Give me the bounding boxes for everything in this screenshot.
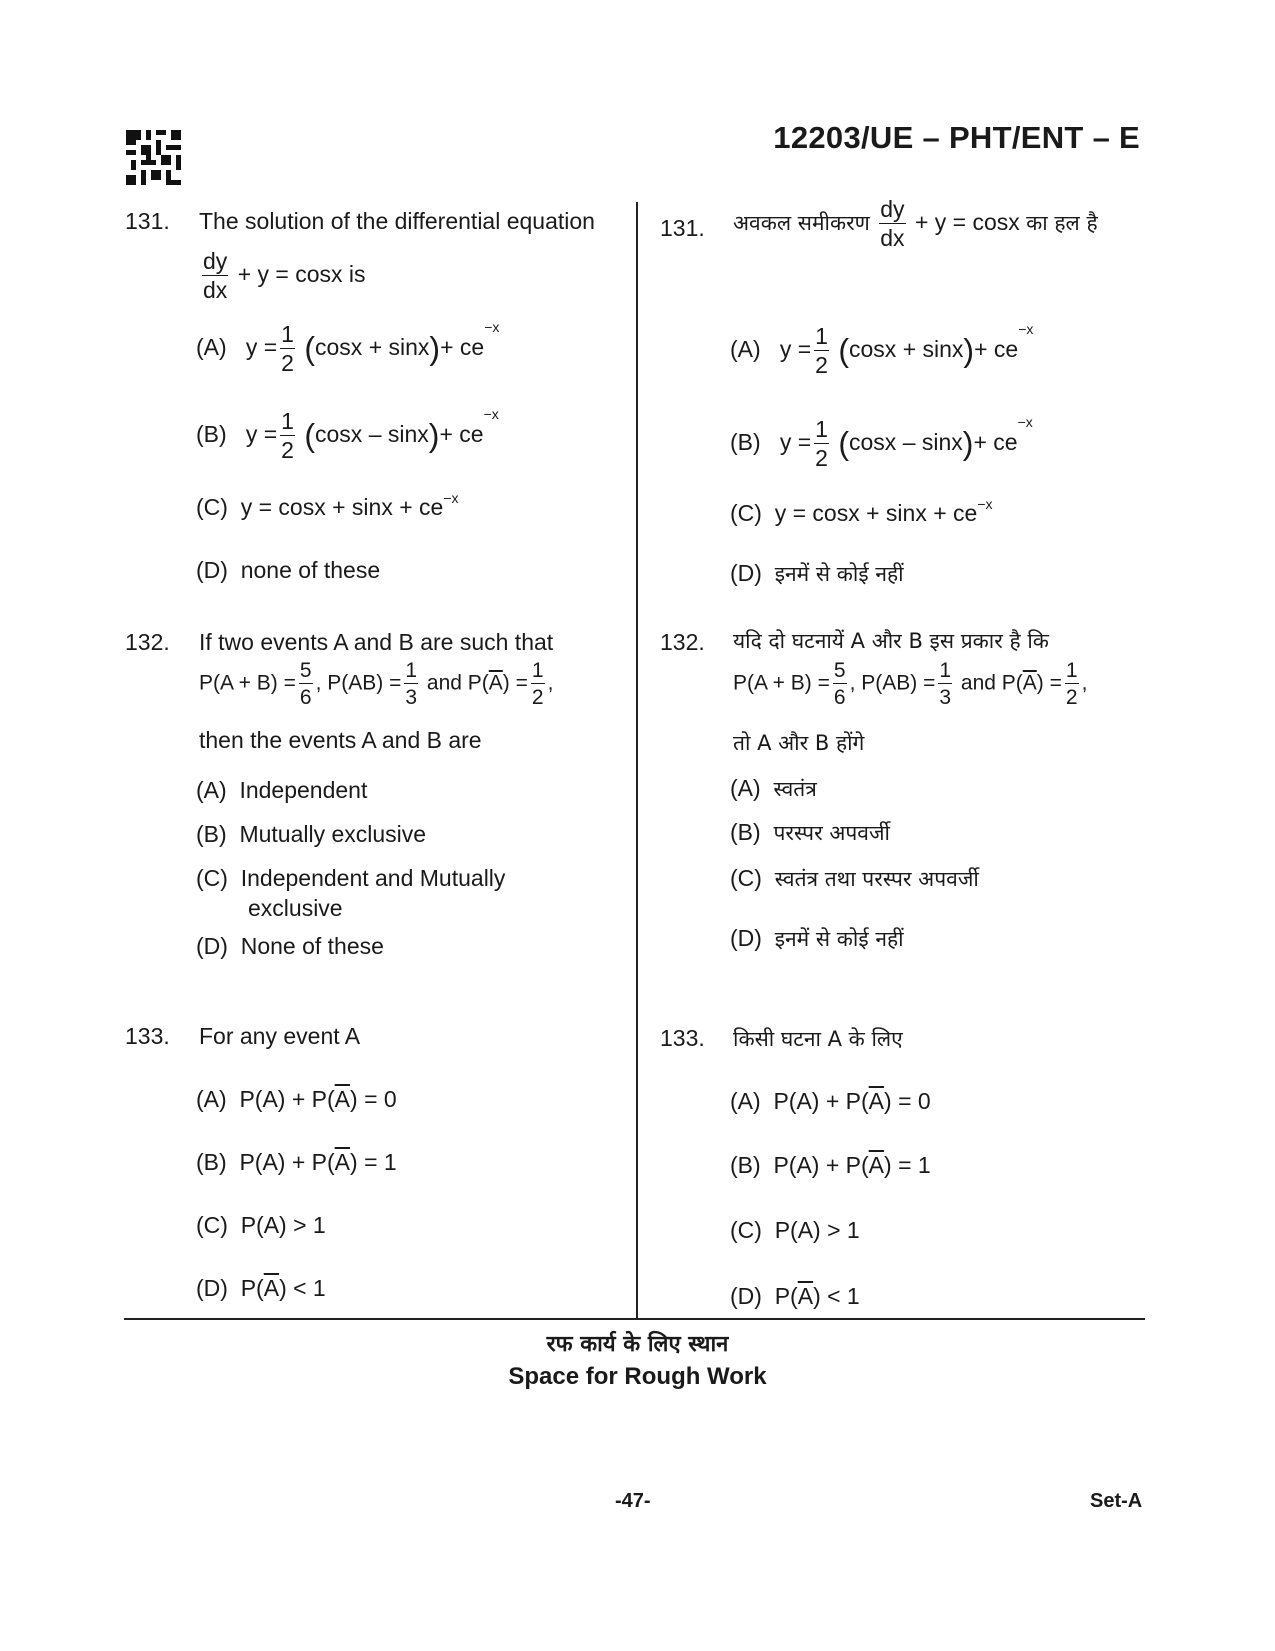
q132-option-b: (B) Mutually exclusive	[196, 821, 427, 847]
rough-work-label-hindi: रफ कार्य के लिए स्थान	[546, 1332, 729, 1357]
q132-option-c-hi: (C) स्वतंत्र तथा परस्पर अपवर्जी	[730, 865, 979, 891]
q132-option-d: (D) None of these	[196, 933, 384, 959]
qr-code	[126, 130, 181, 185]
set-label: Set-A	[1090, 1490, 1143, 1512]
q132-probabilities: P(A + B) = $\frac{5}{6}$ , P(AB) = $\frac{1}{3}$ and $P(\overline{A})$ = $\frac{1}{2}$ ,	[199, 659, 554, 709]
q131-option-b: (B) y = $\frac{1}{2}$ $(\cos x - \sin x)+ ce^{-x}$	[196, 406, 499, 463]
q131-stem-hi: अवकल समीकरण $\frac{dy}{dx}$ + y = cosx का हल है	[733, 196, 1098, 251]
q131-number-hi: 131.	[660, 215, 705, 241]
q132-option-c-cont: exclusive	[248, 895, 343, 921]
q133-option-d-hi: (D) $P(\overline{A}) < 1$	[730, 1283, 860, 1309]
q133-option-b-hi: (B) $P(A) + P(\overline{A}) = 1$	[730, 1152, 931, 1178]
q132-option-c: (C) Independent and Mutually	[196, 865, 506, 891]
q132-stem: If two events A and B are such that	[199, 629, 554, 655]
q133-option-d: (D) $P(\overline{A}) < 1$	[196, 1275, 326, 1301]
q133-number: 133.	[125, 1023, 170, 1049]
q131-option-b-hi: (B) y = $\frac{1}{2}$ $(\cos x - \sin x)+ ce^{-x}$	[730, 414, 1033, 471]
q132-then: then the events A and B are	[199, 727, 482, 753]
q131-stem: The solution of the differential equation	[199, 208, 595, 234]
q132-option-b-hi: (B) परस्पर अपवर्जी	[730, 819, 890, 845]
q131-equation: $\frac{dy}{dx}$ + y = cosx is	[203, 248, 366, 303]
rough-work-label: Space for Rough Work	[508, 1363, 767, 1390]
q131-option-c: (C) $y = \cos x + \sin x + ce^{-x}$	[196, 490, 459, 520]
q133-option-b: (B) $P(A) + P(\overline{A}) = 1$	[196, 1149, 397, 1175]
q133-option-c: (C) P(A) > 1	[196, 1212, 326, 1238]
bottom-rule	[124, 1318, 1145, 1320]
paper-code: 12203/UE – PHT/ENT – E	[773, 120, 1140, 155]
q133-stem: For any event A	[199, 1023, 361, 1049]
page-number: -47-	[615, 1490, 651, 1512]
q133-number-hi: 133.	[660, 1025, 705, 1051]
q132-number-hi: 132.	[660, 629, 705, 655]
q131-option-a: (A) y = $\frac{1}{2}$ $(\cos x + \sin x)+ ce^{-x}$	[196, 319, 500, 376]
q131-option-a-hi: (A) y = $\frac{1}{2}$ $(\cos x + \sin x)+ ce^{-x}$	[730, 321, 1034, 378]
q131-number: 131.	[125, 208, 170, 234]
q131-option-c-hi: (C) $y = \cos x + \sin x + ce^{-x}$	[730, 496, 993, 526]
q132-stem-hi: यदि दो घटनायें A और B इस प्रकार है कि	[733, 629, 1049, 653]
q131-option-d: (D) none of these	[196, 557, 381, 583]
q132-number: 132.	[125, 629, 170, 655]
q133-option-a: (A) $P(A) + P(\overline{A}) = 0$	[196, 1086, 397, 1112]
q131-option-d-hi: (D) इनमें से कोई नहीं	[730, 560, 904, 586]
q132-option-a: (A) Independent	[196, 777, 368, 803]
q132-then-hi: तो A और B होंगे	[733, 731, 865, 755]
q133-stem-hi: किसी घटना A के लिए	[733, 1027, 903, 1051]
column-divider	[636, 202, 638, 1319]
q132-probabilities-hi: P(A + B) = $\frac{5}{6}$ , P(AB) = $\frac{1}{3}$ and $P(\overline{A})$ = $\frac{1}{2}$ ,	[733, 659, 1088, 709]
q132-option-a-hi: (A) स्वतंत्र	[730, 775, 817, 801]
q133-option-a-hi: (A) $P(A) + P(\overline{A}) = 0$	[730, 1088, 931, 1114]
q132-option-d-hi: (D) इनमें से कोई नहीं	[730, 925, 904, 951]
q133-option-c-hi: (C) P(A) > 1	[730, 1217, 860, 1243]
